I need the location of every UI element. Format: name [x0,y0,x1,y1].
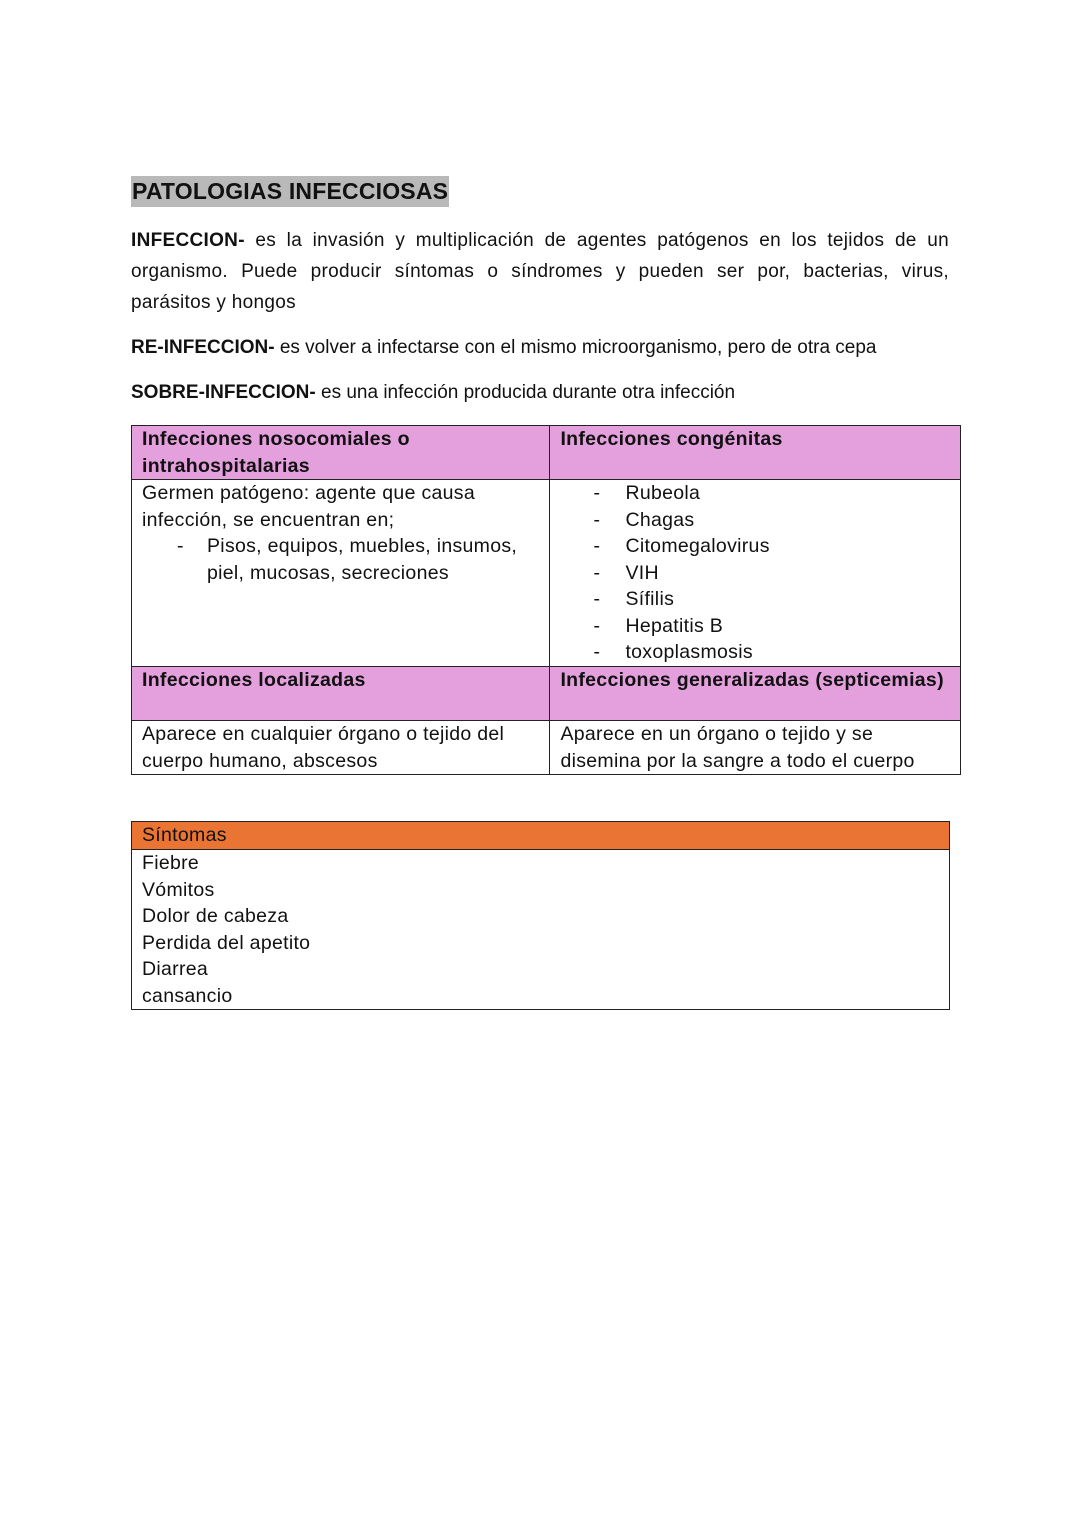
list-item: - Rubeola [560,480,950,507]
definition-text: es volver a infectarse con el mismo microorganismo, pero de otra cepa [274,337,877,358]
symptoms-list [132,850,950,1010]
term: INFECCION- [131,230,245,251]
cell-localized: Aparece en cualquier órgano o tejido del cuerpo humano, abscesos [132,721,550,775]
symptoms-table [131,821,950,1010]
definition-reinfeccion [131,332,949,363]
symptom-item: Vómitos [142,878,215,901]
definition-sobreinfeccion [131,377,949,408]
definition-infeccion [131,225,949,318]
list-item: - Chagas [560,507,950,534]
symptom-item: Dolor de cabeza [142,905,289,927]
term: RE-INFECCION- [131,337,275,358]
symptom-item: Diarrea [142,958,209,980]
list-item: - Sífilis [560,586,950,613]
header-nosocomial: Infecciones nosocomiales o intrahospitalarias [132,426,550,480]
cell-congenital [550,480,961,667]
list-item: - Citomegalovirus [560,533,950,560]
header-congenital: Infecciones congénitas [550,426,961,480]
term: SOBRE-INFECCION- [131,382,316,403]
definition-text: es la invasión y multiplicación de agentes patógenos en los tejidos de un organismo. Puede producir síntomas o síndromes y pueden ser por, bacterias, virus, parásitos y hongos [131,230,949,313]
list-item: - VIH [560,560,950,587]
symptom-item: Perdida del apetito [142,931,311,954]
cell-nosocomial [132,480,550,667]
symptom-item: Fiebre [142,852,200,874]
header-localized: Infecciones localizadas [132,667,550,721]
cell-generalized: Aparece en un órgano o tejido y se disemina por la sangre a todo el cuerpo [550,721,961,775]
definition-text: es una infección producida durante otra infección [315,382,736,403]
infection-types-table [131,425,961,775]
page-title: PATOLOGIAS INFECCIOSAS [131,176,449,207]
list-item: - Pisos, equipos, muebles, insumos, piel, mucosas, secreciones [142,533,539,586]
list-item: - Hepatitis B [560,613,950,640]
list-item: - toxoplasmosis [560,639,950,666]
symptom-item: cansancio [142,984,233,1007]
nosocomial-intro: Germen patógeno: agente que causa infección, se encuentran en; [142,482,475,531]
header-generalized: Infecciones generalizadas (septicemias) [550,667,961,721]
symptoms-header: Síntomas [132,822,950,850]
